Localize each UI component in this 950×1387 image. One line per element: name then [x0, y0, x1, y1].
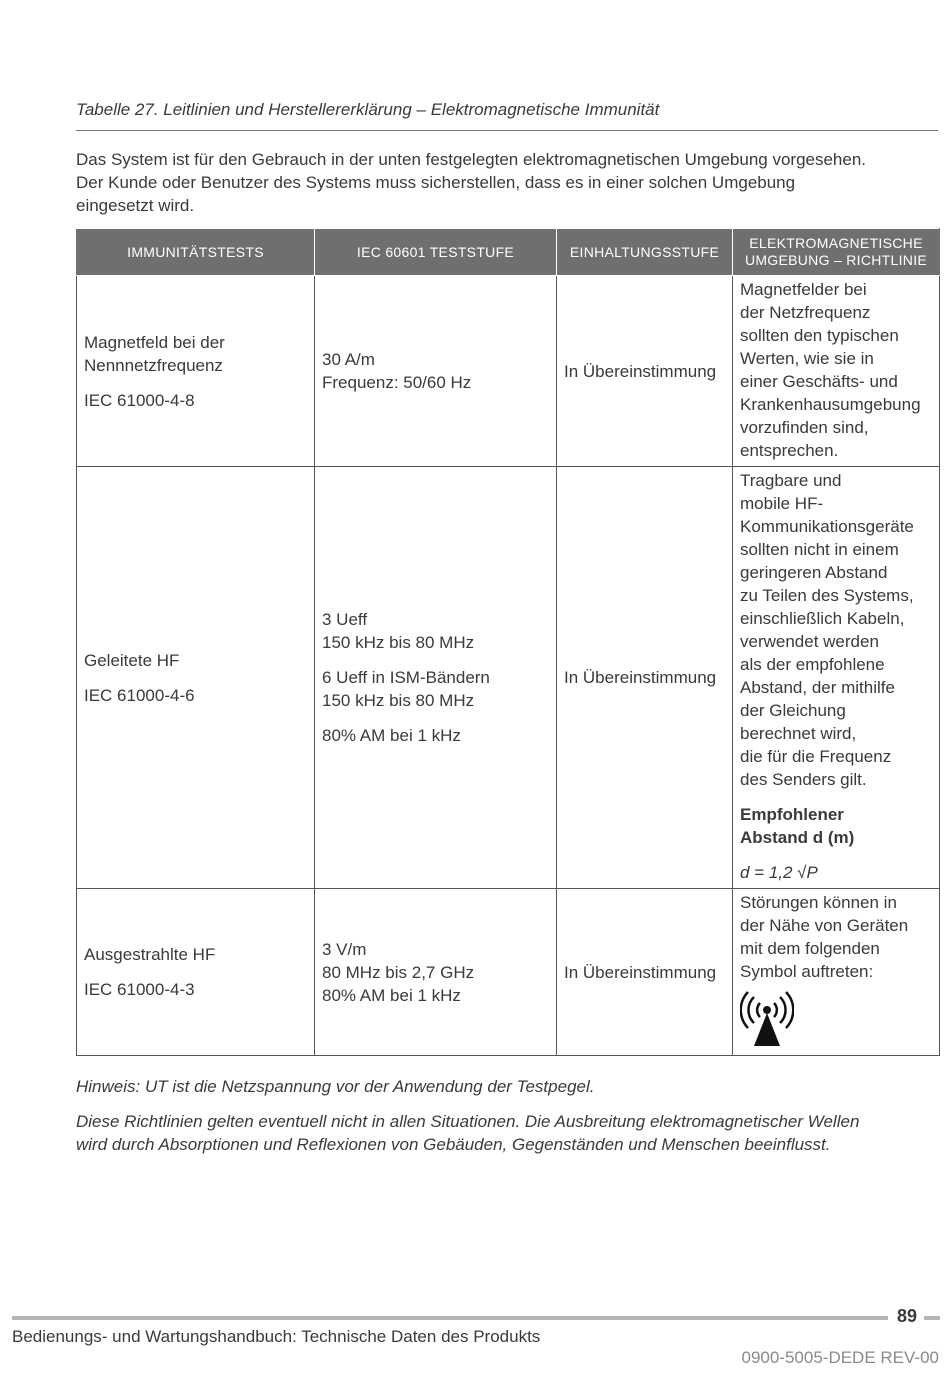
test-standard: IEC 61000-4-6 — [84, 685, 195, 705]
guidance-line: einschließlich Kabeln, — [740, 609, 905, 628]
guidance-line: einer Geschäfts- und — [740, 372, 898, 391]
intro-line: Der Kunde oder Benutzer des Systems muss sicherstellen, dass es in einer solchen Umgebung — [76, 173, 796, 192]
guidance-line: mobile HF- — [740, 494, 824, 513]
intro-paragraph — [76, 148, 938, 217]
test-name: Nennnetzfrequenz — [84, 355, 223, 375]
guidance-line: vorzufinden sind, — [740, 418, 869, 437]
intro-line: eingesetzt wird. — [76, 196, 195, 215]
guidance-line: entsprechen. — [740, 441, 839, 460]
guidance-line: Symbol auftreten: — [740, 962, 874, 981]
guidance-line: berechnet wird, — [740, 724, 857, 743]
table-row — [77, 889, 940, 1056]
level-cell — [315, 276, 557, 467]
guidance-line: Abstand, der mithilfe — [740, 678, 895, 697]
level-text: 3 Ueff — [322, 610, 368, 629]
guidance-line: als der empfohlene — [740, 655, 885, 674]
table-notes — [76, 1075, 938, 1156]
test-name: Geleitete HF — [84, 650, 180, 670]
document-code: 0900-5005-DEDE REV-00 — [741, 1348, 939, 1367]
test-standard: IEC 61000-4-8 — [84, 390, 195, 410]
level-text: Frequenz: 50/60 Hz — [322, 373, 472, 392]
level-text: 6 Ueff in ISM-Bändern — [322, 668, 490, 687]
note-disclaimer — [76, 1110, 938, 1156]
recommended-distance-label: Abstand d (m) — [740, 828, 855, 847]
level-text: 80% AM bei 1 kHz — [322, 985, 461, 1005]
table-caption: Tabelle 27. Leitlinien und Herstellererklärung – Elektromagnetische Immunität — [76, 100, 938, 131]
guidance-line: Krankenhausumgebung — [740, 395, 921, 414]
guidance-line: geringeren Abstand — [740, 563, 888, 582]
guidance-line: sollten nicht in einem — [740, 540, 899, 559]
guidance-line: Kommunikationsgeräte — [740, 517, 914, 536]
guidance-cell — [733, 467, 940, 889]
compliance-cell: In Übereinstimmung — [557, 276, 733, 467]
emc-immunity-table — [76, 228, 940, 1056]
guidance-cell — [733, 276, 940, 467]
guidance-cell — [733, 889, 940, 1056]
test-cell — [77, 889, 315, 1056]
header-compliance-level: EINHALTUNGSSTUFE — [557, 229, 733, 276]
distance-formula: d = 1,2 √P — [740, 863, 818, 882]
disclaimer-line: Diese Richtlinien gelten eventuell nicht in allen Situationen. Die Ausbreitung elektromagnetischer Wellen — [76, 1112, 860, 1131]
guidance-line: der Netzfrequenz — [740, 303, 871, 322]
level-text: 3 V/m — [322, 939, 367, 959]
disclaimer-line: wird durch Absorptionen und Reflexionen von Gebäuden, Gegenständen und Menschen beeinflusst. — [76, 1135, 831, 1154]
level-cell — [315, 889, 557, 1056]
recommended-distance-label: Empfohlener — [740, 805, 844, 824]
level-text: 30 A/m — [322, 350, 375, 369]
header-environment-line: ELEKTROMAGNETISCHE — [749, 235, 923, 251]
guidance-line: die für die Frequenz — [740, 747, 892, 766]
header-environment-line: UMGEBUNG – RICHTLINIE — [744, 252, 928, 268]
guidance-line: verwendet werden — [740, 632, 879, 651]
test-name: Magnetfeld bei der — [84, 332, 225, 352]
level-text: 80% AM bei 1 kHz — [322, 726, 461, 745]
table-header-row — [77, 229, 940, 276]
guidance-line: sollten den typischen — [740, 326, 899, 345]
guidance-line: Magnetfelder bei — [740, 280, 867, 299]
level-text: 150 kHz bis 80 MHz — [322, 691, 475, 710]
test-cell — [77, 467, 315, 889]
test-name: Ausgestrahlte HF — [84, 945, 216, 964]
footer-rule-end — [924, 1316, 940, 1320]
footer-title: Bedienungs- und Wartungshandbuch: Technische Daten des Produkts — [12, 1327, 541, 1346]
guidance-line: zu Teilen des Systems, — [740, 586, 914, 605]
guidance-line: Werten, wie sie in — [740, 349, 874, 368]
header-test-level: IEC 60601 TESTSTUFE — [315, 229, 557, 276]
table-row — [77, 467, 940, 889]
guidance-line: Tragbare und — [740, 471, 842, 490]
non-ionizing-radiation-icon — [740, 989, 794, 1047]
level-cell — [315, 467, 557, 889]
guidance-line: des Senders gilt. — [740, 770, 867, 789]
guidance-line: der Gleichung — [740, 701, 846, 720]
intro-line: Das System ist für den Gebrauch in der unten festgelegten elektromagnetischen Umgebung vorgesehen. — [76, 150, 867, 169]
guidance-line: Störungen können in — [740, 893, 897, 912]
level-text: 80 MHz bis 2,7 GHz — [322, 962, 475, 982]
compliance-cell: In Übereinstimmung — [557, 467, 733, 889]
test-cell — [77, 276, 315, 467]
guidance-line: der Nähe von Geräten — [740, 916, 909, 935]
test-standard: IEC 61000-4-3 — [84, 980, 195, 999]
note-hint: Hinweis: UT ist die Netzspannung vor der Anwendung der Testpegel. — [76, 1077, 595, 1096]
guidance-line: mit dem folgenden — [740, 939, 880, 958]
compliance-cell: In Übereinstimmung — [557, 889, 733, 1056]
page-number: 89 — [896, 1306, 918, 1326]
table-row — [77, 276, 940, 467]
header-immunity-tests: IMMUNITÄTSTESTS — [77, 229, 315, 276]
header-environment-guidance — [733, 229, 940, 276]
level-text: 150 kHz bis 80 MHz — [322, 633, 475, 652]
footer-rule — [12, 1316, 888, 1320]
